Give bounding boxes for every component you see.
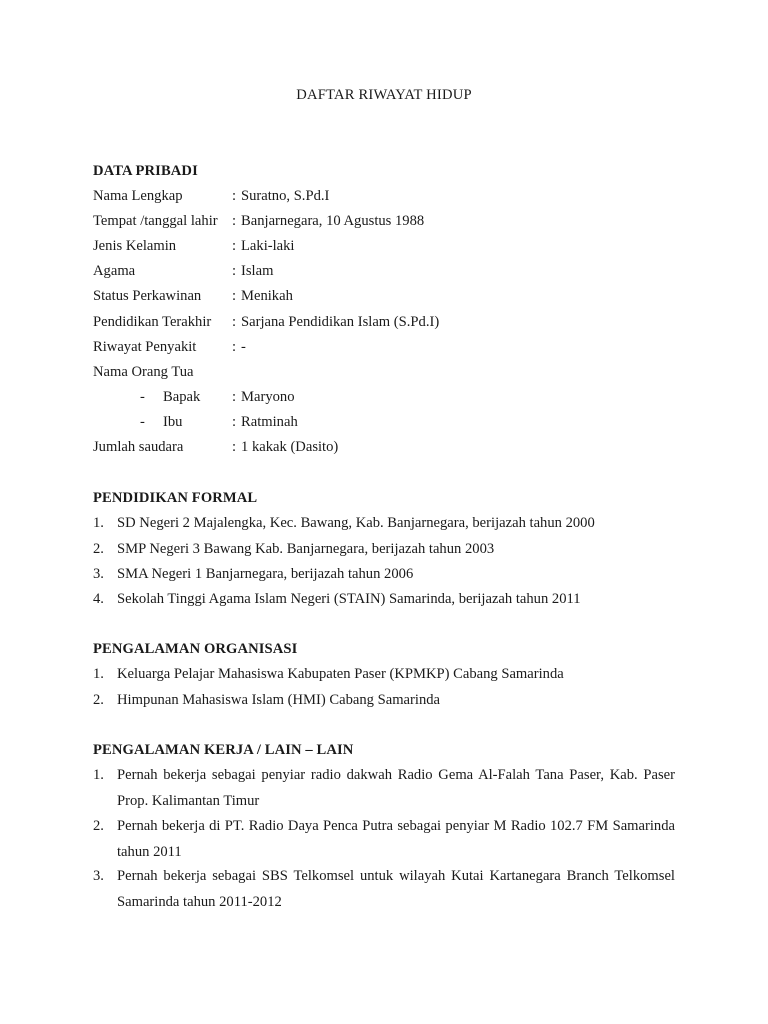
list-number: 1. (93, 666, 104, 682)
section-heading-pendidikan-formal: PENDIDIKAN FORMAL (93, 490, 258, 506)
field-row-ibu (93, 410, 683, 434)
list-number: 1. (93, 767, 104, 783)
list-number: 3. (93, 868, 104, 884)
list-dash: - (140, 414, 145, 430)
field-colon: : (232, 439, 237, 455)
list-text: Pernah bekerja di PT. Radio Daya Penca Putra sebagai penyiar M Radio 102.7 FM Samarinda tahun 2011 (117, 818, 675, 860)
field-value: Laki-laki (241, 238, 295, 254)
list-number: 1. (93, 515, 104, 531)
field-value: - (241, 339, 246, 355)
field-row-jenis-kelamin (93, 234, 683, 258)
field-colon: : (232, 263, 237, 279)
field-row-jumlah-saudara (93, 435, 683, 459)
field-colon: : (232, 389, 237, 405)
field-row-agama (93, 259, 683, 283)
list-text: Keluarga Pelajar Mahasiswa Kabupaten Paser (KPMKP) Cabang Samarinda (117, 666, 564, 682)
field-row-pendidikan-terakhir (93, 310, 683, 334)
field-colon: : (232, 288, 237, 304)
field-value: Maryono (241, 389, 295, 405)
field-label: Nama Lengkap (93, 188, 183, 204)
field-value: Menikah (241, 288, 293, 304)
list-dash: - (140, 389, 145, 405)
field-value: Islam (241, 263, 274, 279)
list-text: Sekolah Tinggi Agama Islam Negeri (STAIN) Samarinda, berijazah tahun 2011 (117, 591, 581, 607)
field-colon: : (232, 188, 237, 204)
field-row-nama-orang-tua (93, 360, 683, 384)
list-number: 2. (93, 692, 104, 708)
field-label: Ibu (163, 414, 183, 430)
section-heading-data-pribadi: DATA PRIBADI (93, 163, 198, 179)
list-number: 4. (93, 591, 104, 607)
field-label: Status Perkawinan (93, 288, 202, 304)
field-label: Bapak (163, 389, 201, 405)
field-label: Jenis Kelamin (93, 238, 177, 254)
section-heading-pengalaman-organisasi: PENGALAMAN ORGANISASI (93, 641, 298, 657)
field-row-status-perkawinan (93, 284, 683, 308)
field-colon: : (232, 314, 237, 330)
field-colon: : (232, 339, 237, 355)
field-label: Nama Orang Tua (93, 364, 194, 380)
field-row-bapak (93, 385, 683, 409)
list-number: 3. (93, 566, 104, 582)
field-row-riwayat-penyakit (93, 335, 683, 359)
list-number: 2. (93, 818, 104, 834)
field-row-nama-lengkap (93, 184, 683, 208)
list-text: SD Negeri 2 Majalengka, Kec. Bawang, Kab. Banjarnegara, berijazah tahun 2000 (117, 515, 595, 531)
field-value: Banjarnegara, 10 Agustus 1988 (241, 213, 425, 229)
list-number: 2. (93, 541, 104, 557)
field-row-tempat-tanggal-lahir (93, 209, 683, 233)
field-value: 1 kakak (Dasito) (241, 439, 339, 455)
field-value: Sarjana Pendidikan Islam (S.Pd.I) (241, 314, 440, 330)
list-text: Pernah bekerja sebagai penyiar radio dakwah Radio Gema Al-Falah Tana Paser, Kab. Paser Prop. Kalimantan Timur (117, 767, 675, 809)
field-label: Jumlah saudara (93, 439, 184, 455)
field-label: Agama (93, 263, 136, 279)
list-text: Himpunan Mahasiswa Islam (HMI) Cabang Samarinda (117, 692, 441, 708)
field-value: Ratminah (241, 414, 298, 430)
section-heading-pengalaman-kerja: PENGALAMAN KERJA / LAIN – LAIN (93, 742, 354, 758)
list-text: Pernah bekerja sebagai SBS Telkomsel untuk wilayah Kutai Kartanegara Branch Telkomsel Samarinda tahun 2011-2012 (117, 868, 675, 910)
list-text: SMA Negeri 1 Banjarnegara, berijazah tahun 2006 (117, 566, 414, 582)
field-colon: : (232, 238, 237, 254)
field-value: Suratno, S.Pd.I (241, 188, 330, 204)
document-title: DAFTAR RIWAYAT HIDUP (296, 87, 472, 103)
field-colon: : (232, 414, 237, 430)
field-label: Tempat /tanggal lahir (93, 213, 218, 229)
field-label: Riwayat Penyakit (93, 339, 197, 355)
list-text: SMP Negeri 3 Bawang Kab. Banjarnegara, berijazah tahun 2003 (117, 541, 495, 557)
field-colon: : (232, 213, 237, 229)
field-label: Pendidikan Terakhir (93, 314, 212, 330)
